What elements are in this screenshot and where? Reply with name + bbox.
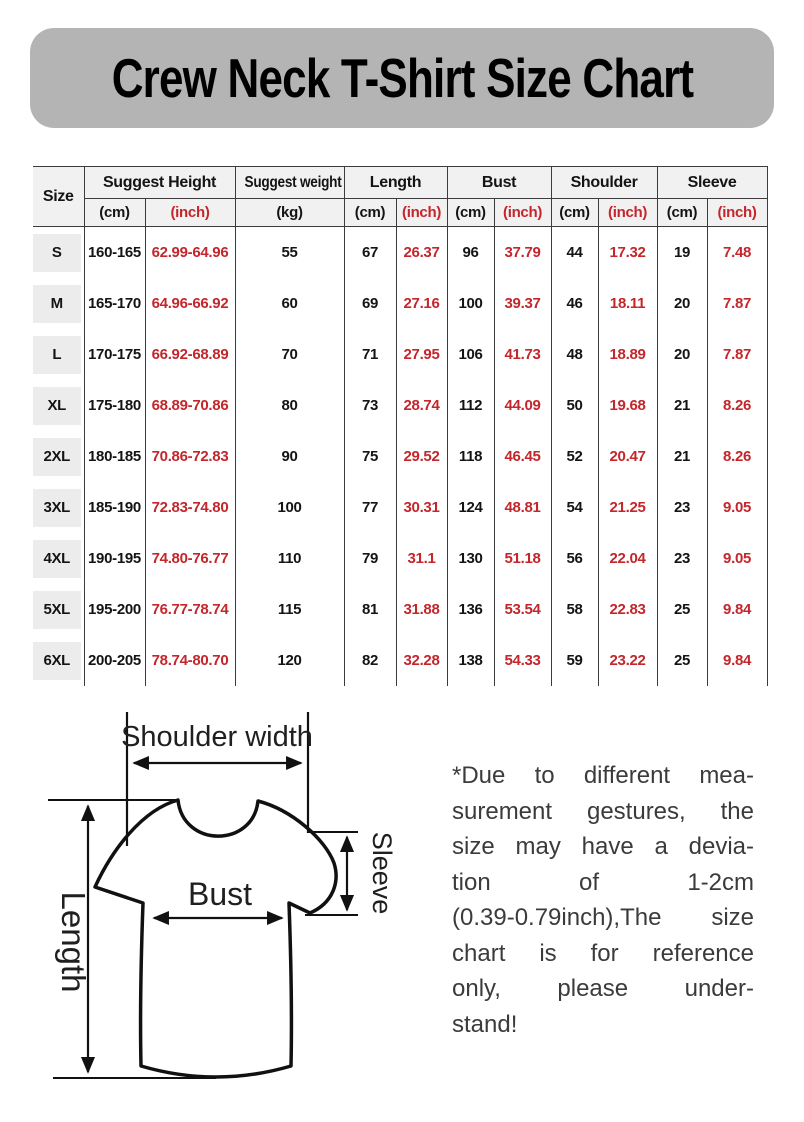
table-cell: 136 [447, 584, 494, 635]
table-cell: 18.11 [598, 278, 657, 329]
table-cell: 81 [344, 584, 396, 635]
table-row [33, 278, 767, 329]
table-cell: 68.89-70.86 [145, 380, 235, 431]
table-cell: 20 [657, 278, 707, 329]
table-cell: 69 [344, 278, 396, 329]
table-cell: 66.92-68.89 [145, 329, 235, 380]
measurement-note [452, 758, 754, 1042]
table-cell: 8.26 [707, 431, 767, 482]
table-cell: 78.74-80.70 [145, 635, 235, 686]
unit-length-cm: (cm) [344, 199, 396, 227]
table-cell: 180-185 [84, 431, 145, 482]
size-cell [33, 278, 84, 329]
table-cell: 52 [551, 431, 598, 482]
table-cell: 26.37 [396, 227, 447, 279]
col-group-weight [235, 167, 344, 199]
table-cell: 77 [344, 482, 396, 533]
table-cell: 51.18 [494, 533, 551, 584]
tshirt-measurement-diagram [20, 700, 430, 1120]
size-cell [33, 584, 84, 635]
table-cell: 22.04 [598, 533, 657, 584]
col-label: Suggest weight [244, 173, 341, 191]
table-cell: 100 [235, 482, 344, 533]
table-cell: 80 [235, 380, 344, 431]
table-row [33, 584, 767, 635]
table-cell: 124 [447, 482, 494, 533]
size-table-body [33, 227, 767, 687]
table-cell: 48 [551, 329, 598, 380]
table-cell: 70 [235, 329, 344, 380]
table-cell: 31.88 [396, 584, 447, 635]
table-cell: 27.95 [396, 329, 447, 380]
table-cell: 170-175 [84, 329, 145, 380]
sleeve-label: Sleeve [367, 831, 397, 915]
table-cell: 100 [447, 278, 494, 329]
table-cell: 29.52 [396, 431, 447, 482]
table-cell: 20.47 [598, 431, 657, 482]
table-cell: 59 [551, 635, 598, 686]
table-cell: 21 [657, 380, 707, 431]
col-group-sleeve [657, 167, 767, 199]
table-cell: 23 [657, 482, 707, 533]
table-row [33, 380, 767, 431]
unit-sleeve-inch: (inch) [707, 199, 767, 227]
table-cell: 190-195 [84, 533, 145, 584]
table-cell: 200-205 [84, 635, 145, 686]
table-cell: 165-170 [84, 278, 145, 329]
table-cell: 32.28 [396, 635, 447, 686]
table-cell: 7.87 [707, 329, 767, 380]
table-cell: 22.83 [598, 584, 657, 635]
unit-sleeve-cm: (cm) [657, 199, 707, 227]
table-cell: 79 [344, 533, 396, 584]
table-cell: 30.31 [396, 482, 447, 533]
table-group-row [33, 167, 767, 199]
col-label: Shoulder [570, 173, 638, 191]
table-cell: 7.87 [707, 278, 767, 329]
table-cell: 130 [447, 533, 494, 584]
unit-weight-kg: (kg) [235, 199, 344, 227]
table-cell: 82 [344, 635, 396, 686]
col-label: Length [369, 173, 422, 191]
table-row [33, 431, 767, 482]
unit-length-inch: (inch) [396, 199, 447, 227]
table-row [33, 482, 767, 533]
table-cell: 9.05 [707, 482, 767, 533]
col-label: Sleeve [687, 173, 737, 191]
tshirt-outline-shape [95, 800, 336, 1077]
size-cell [33, 380, 84, 431]
table-cell: 75 [344, 431, 396, 482]
table-cell: 74.80-76.77 [145, 533, 235, 584]
unit-height-cm: (cm) [84, 199, 145, 227]
note-line: only, please under- [452, 975, 754, 1002]
page-title: Crew Neck T-Shirt Size Chart [111, 47, 693, 109]
table-row [33, 635, 767, 686]
table-row [33, 227, 767, 279]
table-cell: 50 [551, 380, 598, 431]
table-row [33, 329, 767, 380]
table-cell: 112 [447, 380, 494, 431]
table-cell: 96 [447, 227, 494, 279]
table-cell: 18.89 [598, 329, 657, 380]
table-cell: 195-200 [84, 584, 145, 635]
table-cell: 64.96-66.92 [145, 278, 235, 329]
note-line: chart is for reference [452, 939, 754, 967]
table-cell: 110 [235, 533, 344, 584]
col-group-size [33, 167, 84, 227]
table-cell: 138 [447, 635, 494, 686]
table-cell: 72.83-74.80 [145, 482, 235, 533]
note-line: *Due to different mea- [452, 762, 754, 789]
size-cell [33, 227, 84, 279]
col-group-height [84, 167, 235, 199]
size-chip: L [33, 336, 81, 374]
table-cell: 23 [657, 533, 707, 584]
size-chip: 3XL [33, 489, 81, 527]
note-line: tion of 1-2cm [452, 868, 754, 896]
table-cell: 7.48 [707, 227, 767, 279]
size-cell [33, 635, 84, 686]
table-cell: 118 [447, 431, 494, 482]
table-cell: 21.25 [598, 482, 657, 533]
table-cell: 44.09 [494, 380, 551, 431]
table-cell: 9.05 [707, 533, 767, 584]
table-cell: 90 [235, 431, 344, 482]
table-cell: 31.1 [396, 533, 447, 584]
size-chip: S [33, 234, 81, 272]
size-chip: XL [33, 387, 81, 425]
table-cell: 20 [657, 329, 707, 380]
note-line: (0.39-0.79inch),The size [452, 904, 754, 931]
size-chip: 2XL [33, 438, 81, 476]
col-label: Size [42, 187, 74, 205]
size-cell [33, 533, 84, 584]
size-cell [33, 431, 84, 482]
table-cell: 48.81 [494, 482, 551, 533]
table-cell: 175-180 [84, 380, 145, 431]
col-label: Bust [481, 173, 517, 191]
table-cell: 46.45 [494, 431, 551, 482]
table-cell: 19.68 [598, 380, 657, 431]
col-label: Suggest Height [102, 173, 217, 191]
unit-bust-inch: (inch) [494, 199, 551, 227]
table-unit-row [33, 199, 767, 227]
table-cell: 44 [551, 227, 598, 279]
table-cell: 25 [657, 584, 707, 635]
table-cell: 56 [551, 533, 598, 584]
table-cell: 39.37 [494, 278, 551, 329]
table-cell: 160-165 [84, 227, 145, 279]
size-chip: M [33, 285, 81, 323]
table-cell: 28.74 [396, 380, 447, 431]
unit-shoulder-cm: (cm) [551, 199, 598, 227]
table-cell: 60 [235, 278, 344, 329]
table-cell: 21 [657, 431, 707, 482]
table-cell: 58 [551, 584, 598, 635]
note-line: stand! [452, 1010, 518, 1038]
table-cell: 19 [657, 227, 707, 279]
size-table [33, 166, 768, 686]
table-cell: 9.84 [707, 635, 767, 686]
size-cell [33, 329, 84, 380]
col-group-shoulder [551, 167, 657, 199]
table-cell: 8.26 [707, 380, 767, 431]
bust-label: Bust [187, 876, 253, 912]
table-cell: 46 [551, 278, 598, 329]
unit-height-inch: (inch) [145, 199, 235, 227]
table-cell: 9.84 [707, 584, 767, 635]
table-row [33, 533, 767, 584]
table-cell: 54 [551, 482, 598, 533]
table-cell: 23.22 [598, 635, 657, 686]
size-cell [33, 482, 84, 533]
table-cell: 115 [235, 584, 344, 635]
table-cell: 37.79 [494, 227, 551, 279]
note-line: surement gestures, the [452, 797, 754, 825]
table-cell: 53.54 [494, 584, 551, 635]
table-cell: 62.99-64.96 [145, 227, 235, 279]
table-cell: 27.16 [396, 278, 447, 329]
size-table-header [33, 167, 767, 227]
table-cell: 106 [447, 329, 494, 380]
table-cell: 67 [344, 227, 396, 279]
table-cell: 76.77-78.74 [145, 584, 235, 635]
col-group-length [344, 167, 447, 199]
size-chip: 6XL [33, 642, 81, 680]
length-label: Length [55, 891, 92, 993]
table-cell: 70.86-72.83 [145, 431, 235, 482]
note-line: size may have a devia- [452, 833, 754, 860]
size-chip: 5XL [33, 591, 81, 629]
table-cell: 120 [235, 635, 344, 686]
table-cell: 73 [344, 380, 396, 431]
col-group-bust [447, 167, 551, 199]
table-cell: 41.73 [494, 329, 551, 380]
title-banner [30, 28, 774, 128]
unit-shoulder-inch: (inch) [598, 199, 657, 227]
unit-bust-cm: (cm) [447, 199, 494, 227]
table-cell: 54.33 [494, 635, 551, 686]
shoulder-width-label: Shoulder width [121, 721, 313, 753]
table-cell: 55 [235, 227, 344, 279]
table-cell: 185-190 [84, 482, 145, 533]
size-chip: 4XL [33, 540, 81, 578]
table-cell: 25 [657, 635, 707, 686]
table-cell: 71 [344, 329, 396, 380]
table-cell: 17.32 [598, 227, 657, 279]
